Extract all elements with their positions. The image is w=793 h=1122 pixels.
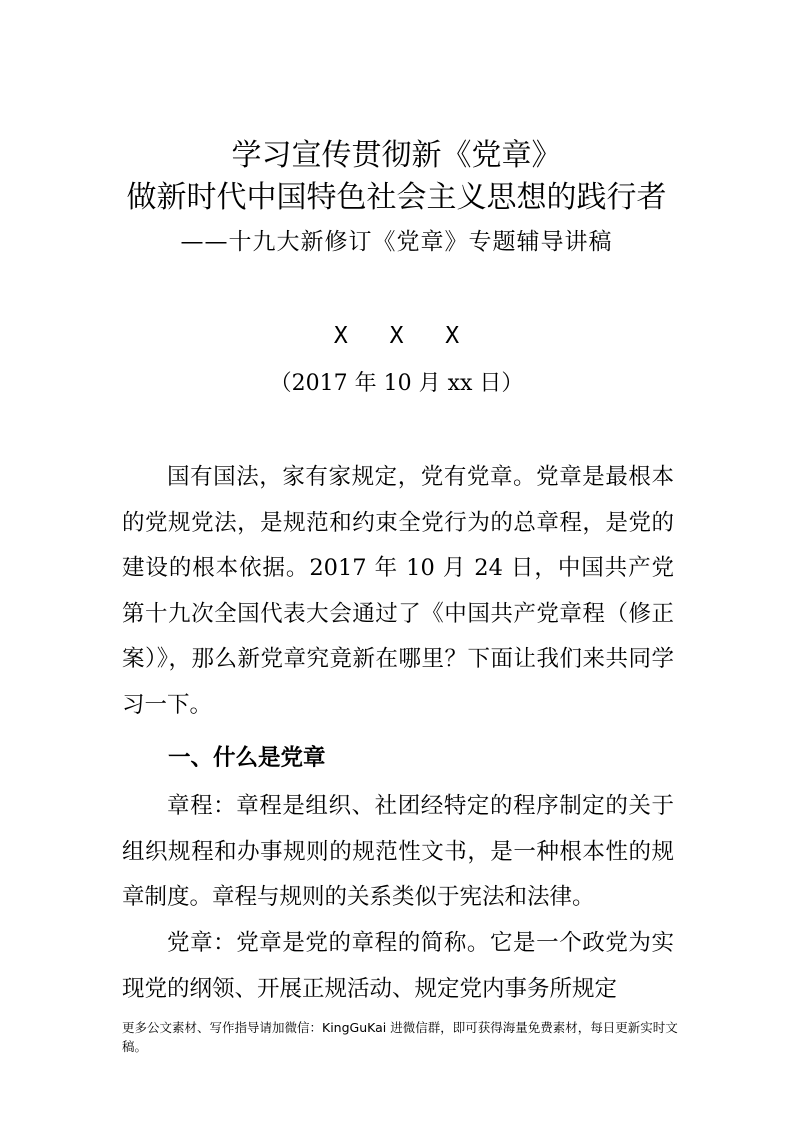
section-heading-1: 一、什么是党章 — [168, 745, 326, 771]
document-date: （2017 年 10 月 xx 日） — [269, 371, 524, 396]
party-charter-paragraph: 党章：党章是党的章程的简称。它是一个政党为实现党的纲领、开展正规活动、规定党内事务所规定 — [122, 930, 674, 1002]
charter-definition-paragraph: 章程：章程是组织、社团经特定的程序制定的关于组织规程和办事规则的规范性文书，是一种根本性的规章制度。章程与规则的关系类似于宪法和法律。 — [122, 793, 674, 910]
document-title-line-2: 做新时代中国特色社会主义思想的践行者 — [126, 180, 667, 215]
intro-paragraph: 国有国法，家有家规定，党有党章。党章是最根本的党规党法，是规范和约束全党行为的总章程，是党的建设的根本依据。2017 年 10 月 24 日，中国共产党第十九次全国代表大会通过了《中国共产党章程（修正案）》，那么新党章究竟新在哪里？下面让我们来共同学习一下。 — [122, 464, 674, 718]
author-name: X X X — [333, 323, 474, 349]
footer-note: 更多公文素材、写作指导请加微信：KingGuKai 进微信群，即可获得海量免费素材，每日更新实时文稿。 — [122, 1020, 678, 1054]
document-title-line-1: 学习宣传贯彻新《党章》 — [231, 138, 562, 173]
document-subtitle: ——十九大新修订《党章》专题辅导讲稿 — [180, 229, 613, 255]
